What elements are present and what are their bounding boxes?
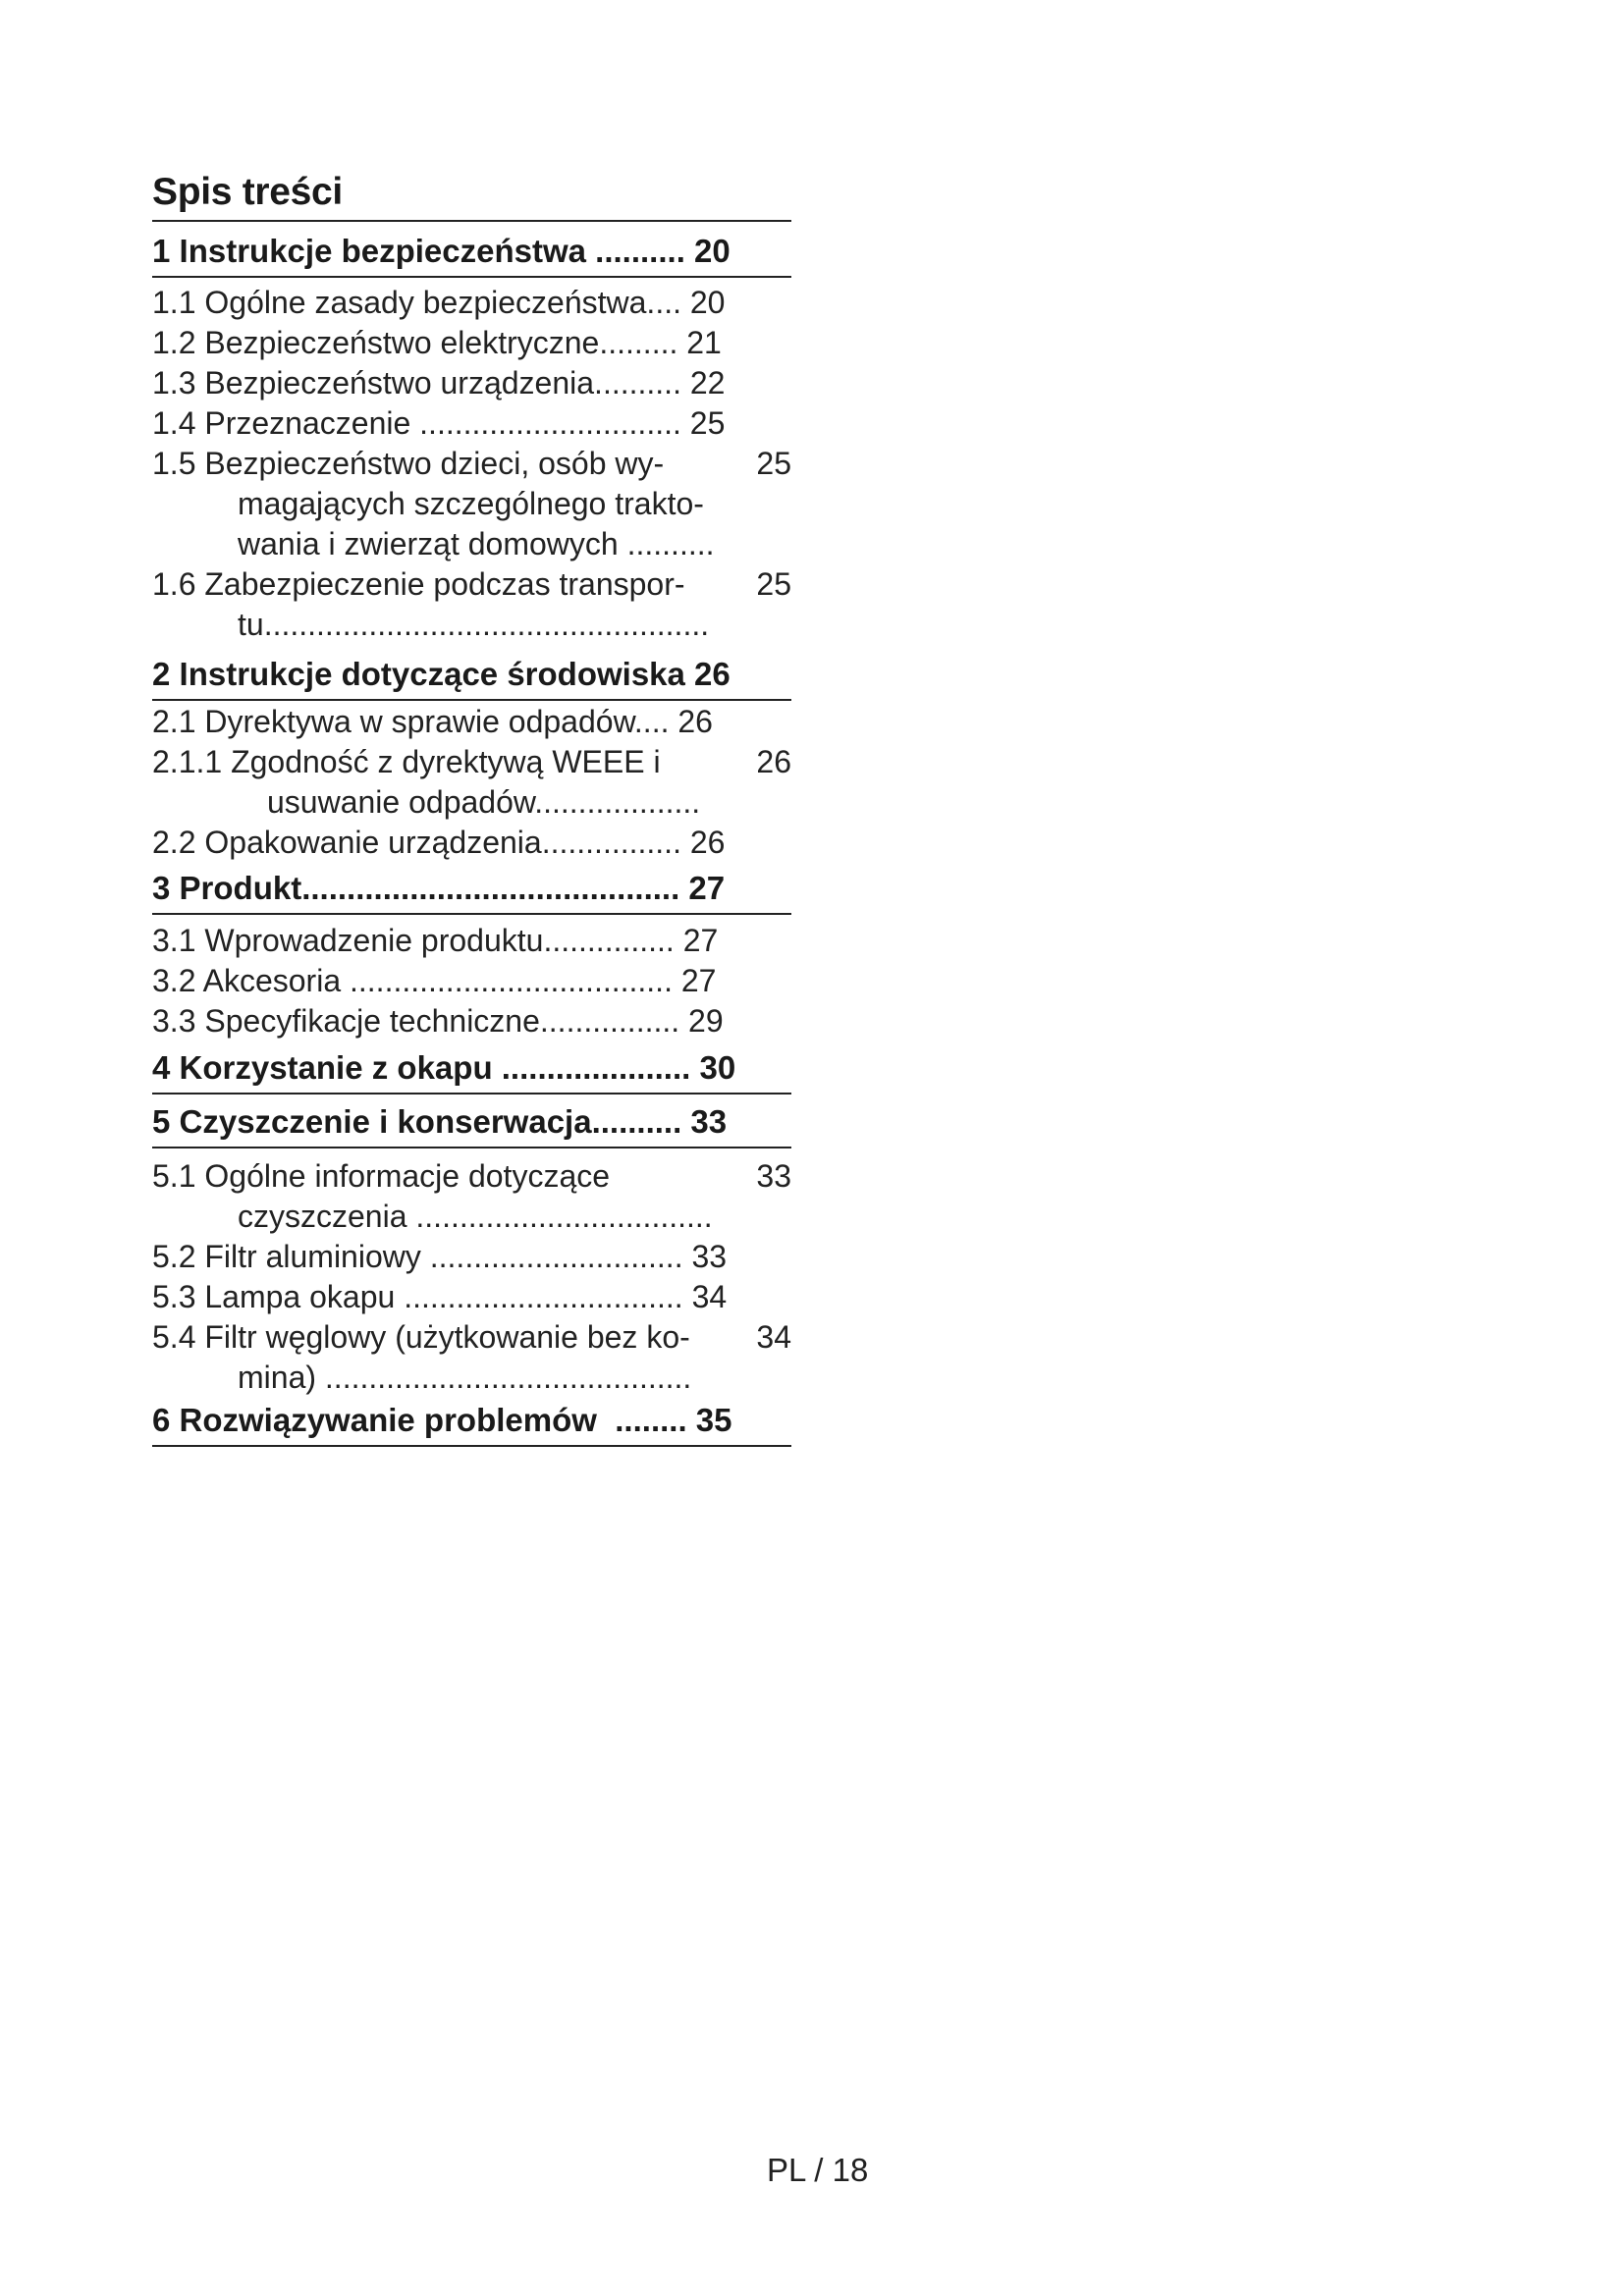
toc-section-4-label: 4 Korzystanie z okapu ..................... 30 <box>152 1048 736 1086</box>
toc-entry-3-3[interactable]: 3.3 Specyfikacje techniczne................ 29 <box>152 1003 724 1039</box>
toc-entry-2-1[interactable]: 2.1 Dyrektywa w sprawie odpadów.... 26 <box>152 704 713 739</box>
toc-entry-3-1[interactable]: 3.1 Wprowadzenie produktu............... 27 <box>152 923 719 958</box>
toc-entry-1-6-line2: tu................................................... <box>238 607 710 642</box>
toc-section-4[interactable] <box>152 1041 791 1095</box>
toc-entry-5-2[interactable]: 5.2 Filtr aluminiowy ............................. 33 <box>152 1239 728 1274</box>
toc-entry-5-1[interactable] <box>152 1156 791 1237</box>
toc-entry-5-4-page: 34 <box>756 1319 791 1355</box>
toc-entry-2-1-1-line2: usuwanie odpadów................... <box>267 784 701 820</box>
toc-entry-1-4[interactable]: 1.4 Przeznaczenie .............................. 25 <box>152 405 726 441</box>
toc-entry-1-2[interactable]: 1.2 Bezpieczeństwo elektryczne......... 21 <box>152 325 722 360</box>
toc-entry-5-1-line2: czyszczenia .................................. <box>238 1199 713 1234</box>
toc-section-5-label: 5 Czyszczenie i konserwacja.......... 33 <box>152 1102 728 1140</box>
title-divider <box>152 220 791 222</box>
toc-section-2[interactable] <box>152 648 791 701</box>
toc-section-1[interactable] <box>152 225 791 278</box>
toc-entry-5-3[interactable]: 5.3 Lampa okapu ................................ 34 <box>152 1279 728 1314</box>
toc-entry-1-6-line1: 1.6 Zabezpieczenie podczas transpor- <box>152 566 685 602</box>
toc-section-5[interactable] <box>152 1095 791 1148</box>
toc-entry-5-4[interactable] <box>152 1317 791 1398</box>
toc-entry-3-2[interactable]: 3.2 Akcesoria ..................................... 27 <box>152 963 717 998</box>
toc-entry-5-4-line2: mina) .......................................... <box>238 1360 692 1395</box>
toc-entry-2-1-1-page: 26 <box>756 744 791 779</box>
toc-entry-1-3[interactable]: 1.3 Bezpieczeństwo urządzenia.......... 22 <box>152 365 726 400</box>
toc-entry-2-1-1[interactable] <box>152 742 791 823</box>
toc-entry-1-1[interactable]: 1.1 Ogólne zasady bezpieczeństwa.... 20 <box>152 285 726 320</box>
toc-entry-5-4-line1: 5.4 Filtr węglowy (użytkowanie bez ko- <box>152 1319 690 1355</box>
toc-entry-1-5[interactable] <box>152 444 791 564</box>
toc-entry-1-6[interactable] <box>152 564 791 645</box>
toc-entry-1-5-line2: magających szczególnego trakto- <box>238 486 704 521</box>
toc-section-2-label: 2 Instrukcje dotyczące środowiska 26 <box>152 655 731 692</box>
toc-section-3-label: 3 Produkt.......................................... 27 <box>152 869 726 906</box>
toc-group-2 <box>152 702 791 863</box>
toc-entry-1-5-line1: 1.5 Bezpieczeństwo dzieci, osób wy- <box>152 446 665 481</box>
toc-group-5 <box>152 1156 791 1398</box>
toc-section-6-label: 6 Rozwiązywanie problemów ........ 35 <box>152 1401 732 1438</box>
toc-entry-2-1-1-line1: 2.1.1 Zgodność z dyrektywą WEEE i <box>152 744 661 779</box>
toc-group-3 <box>152 921 791 1041</box>
toc-title: Spis treści <box>152 171 343 213</box>
toc-section-6[interactable] <box>152 1394 791 1447</box>
toc-entry-1-5-line3: wania i zwierząt domowych .......... <box>238 526 715 561</box>
toc-section-1-label: 1 Instrukcje bezpieczeństwa .......... 20 <box>152 232 731 269</box>
toc-group-1 <box>152 283 791 645</box>
toc-entry-2-2[interactable]: 2.2 Opakowanie urządzenia................ 26 <box>152 825 726 860</box>
toc-entry-1-5-page: 25 <box>756 446 791 481</box>
toc-section-3[interactable] <box>152 862 791 915</box>
page-number: PL / 18 <box>767 2152 869 2188</box>
toc-entry-5-1-line1: 5.1 Ogólne informacje dotyczące <box>152 1158 611 1194</box>
toc-entry-5-1-page: 33 <box>756 1158 791 1194</box>
toc-entry-1-6-page: 25 <box>756 566 791 602</box>
